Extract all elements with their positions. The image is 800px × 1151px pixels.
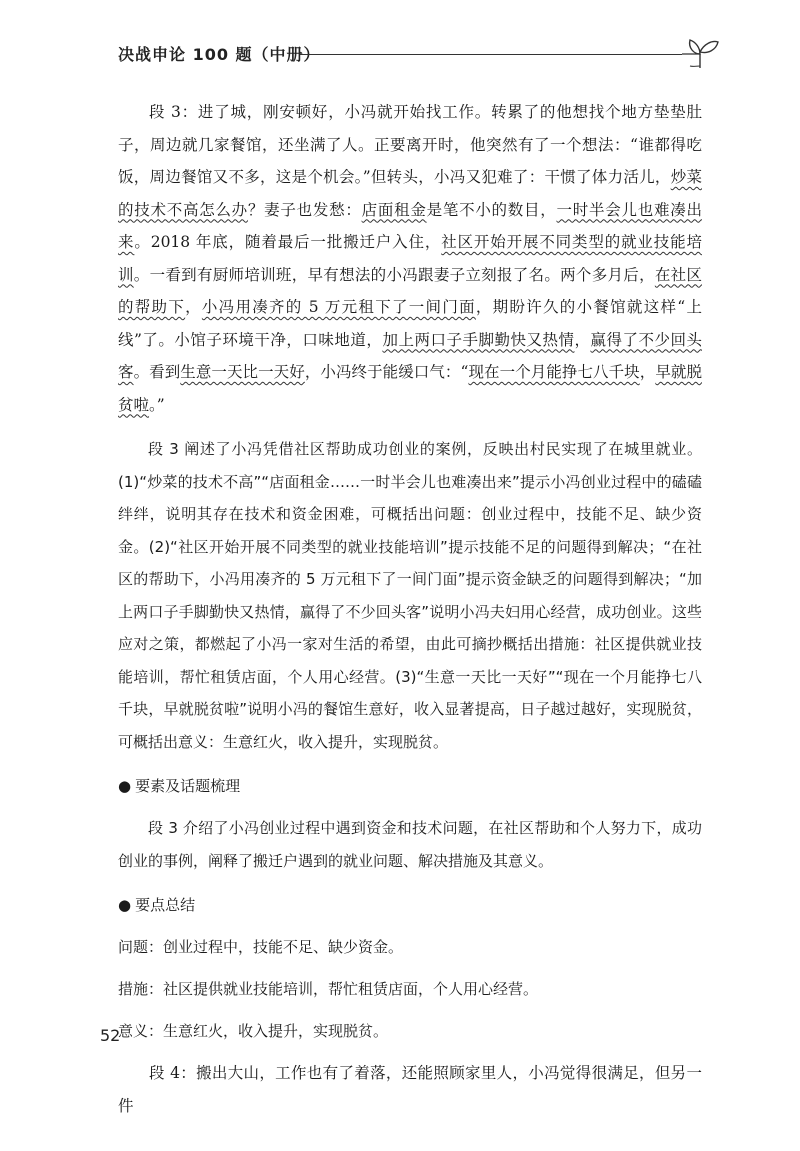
underlined-phrase: 在社区的帮助下 [118, 265, 702, 316]
book-title: 决战申论 100 题（中册） [118, 45, 321, 64]
paragraph-seg3-story: 段 3：进了城，刚安顿好，小冯就开始找工作。转累了的他想找个地方垫垫肚子，周边就几家餐馆，还坐满了人。正要离开时，他突然有了一个想法：“谁都得吃饭，周边餐馆又不多，这是个机会。”但转头，小冯又犯难了：干惯了体力活儿，炒菜的技术不高怎么办？妻子也发愁：店面租金是笔不小的数目，一时半会儿也难凑出来。2018 年底，随着最后一批搬迁户入住，社区开始开展不同类型的就业技能培训。一看到有厨师培训班，早有想法的小冯跟妻子立刻报了名。两个多月后，在社区的帮助下，小冯用凑齐的 5 万元租下了一间门面，期盼许久的小餐馆就这样“上线”了。小馆子环境干净，口味地道，加上两口子手脚勤快又热情，赢得了不少回头客。看到生意一天比一天好，小冯终于能缓口气：“现在一个月能挣七八千块，早就脱贫啦。” [118, 103, 702, 414]
paragraph-elements-summary: 段 3 介绍了小冯创业过程中遇到资金和技术问题，在社区帮助和个人努力下，成功创业的事例，阐释了搬迁户遇到的就业问题、解决措施及其意义。 [118, 819, 702, 870]
key-point-measure: 措施：社区提供就业技能培训，帮忙租赁店面，个人用心经营。 [118, 980, 539, 998]
running-header [118, 38, 718, 72]
underlined-phrase: 店面租金 [361, 200, 427, 219]
underlined-phrase: 早就脱贫啦 [118, 363, 702, 414]
page-number: 52 [100, 1026, 121, 1045]
key-point-meaning: 意义：生意红火，收入提升，实现脱贫。 [118, 1022, 389, 1040]
bullet-icon: ● [118, 896, 132, 914]
section-heading-elements: ● 要素及话题梳理 [118, 770, 702, 802]
underlined-phrase: 小冯用凑齐的 5 万元租下了一间门面 [201, 298, 476, 316]
underlined-phrase: 生意一天比一天好 [180, 363, 305, 381]
bullet-icon: ● [118, 777, 132, 795]
section-heading-key-points: ● 要点总结 [118, 889, 702, 921]
underlined-phrase: 现在一个月能挣七八千块 [468, 363, 640, 381]
page-content [118, 96, 702, 1134]
sprout-icon [678, 36, 722, 70]
key-point-problem: 问题：创业过程中，技能不足、缺少资金。 [118, 938, 404, 956]
underlined-phrase: 炒菜的技术不高怎么办 [118, 168, 702, 219]
paragraph-seg4-start: 段 4：搬出大山，工作也有了着落，还能照顾家里人，小冯觉得很满足，但另一件 [118, 1064, 702, 1115]
underlined-phrase: 社区开始开展不同类型的就业技能培训 [118, 233, 702, 284]
underlined-phrase: 加上两口子手脚勤快又热情 [382, 330, 575, 349]
underlined-phrase: 一时半会儿也难凑出来 [118, 200, 702, 251]
paragraph-seg3-analysis: 段 3 阐述了小冯凭借社区帮助成功创业的案例，反映出村民实现了在城里就业。(1)“炒菜的技术不高”“店面租金……一时半会儿也难凑出来”提示小冯创业过程中的磕磕绊绊，说明其存在技术和资金困难，可概括出问题：创业过程中，技能不足、缺少资金。(2)“社区开始开展不同类型的就业技能培训”提示技能不足的问题得到解决；“在社区的帮助下，小冯用凑齐的 5 万元租下了一间门面”提示资金缺乏的问题得到解决；“加上两口子手脚勤快又热情，赢得了不少回头客”说明小冯夫妇用心经营，成功创业。这些应对之策，都燃起了小冯一家对生活的希望，由此可摘抄概括出措施：社区提供就业技能培训，帮忙租赁店面，个人用心经营。(3)“生意一天比一天好”“现在一个月能挣七八千块，早就脱贫啦”说明小冯的餐馆生意好，收入显著提高，日子越过越好，实现脱贫，可概括出意义：生意红火，收入提升，实现脱贫。 [118, 440, 702, 751]
header-divider [300, 54, 682, 55]
underlined-phrase: 赢得了不少回头客 [118, 330, 702, 381]
